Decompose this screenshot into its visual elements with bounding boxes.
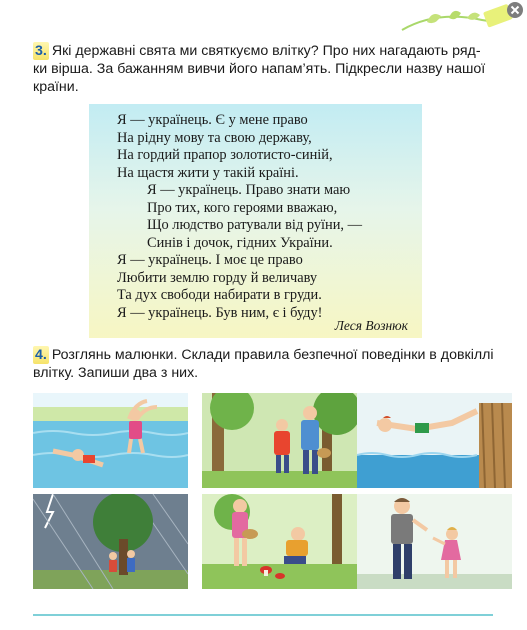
page-bottom-divider xyxy=(33,614,493,616)
poem-line: На щастя жити у такій країні. xyxy=(117,164,299,181)
leaf-sprig-icon xyxy=(397,0,527,36)
picture-thunderstorm-tree xyxy=(33,494,188,589)
poem-line: Синів і дочок, гідних України. xyxy=(147,234,333,251)
task-4-text-1: Розглянь малюнки. Склади правила безпечної поведінки в довкіллі xyxy=(51,347,494,363)
picture-forest-boy-and-man xyxy=(202,393,357,488)
task-4-instructions xyxy=(33,346,503,382)
poem-line: Я — українець. Право знати маю xyxy=(147,182,351,198)
poem-line: На рідну мову та свою державу, xyxy=(117,129,312,146)
poem-line: Та дух свободи набирати в груди. xyxy=(117,287,322,303)
poem-line: Що людство ратували від руїни, — xyxy=(147,217,363,233)
task-3-line-1 xyxy=(33,42,503,60)
poem-author: Леся Вознюк xyxy=(334,318,408,333)
poem-line: Про тих, кого героями вважаю, xyxy=(147,199,338,216)
task-3-instructions xyxy=(33,42,503,96)
task-4-line-2: влітку. Запиши два з них. xyxy=(33,365,199,381)
task-3-number: 3. xyxy=(35,43,47,59)
task-4-number: 4. xyxy=(35,347,47,363)
poem-line: На гордий прапор золотисто-синій, xyxy=(117,147,333,163)
task-3-text-1: Які державні свята ми святкуємо влітку? Про них нагадають ряд- xyxy=(51,43,481,59)
poem-line: Любити землю горду й величаву xyxy=(117,269,318,286)
corner-decoration xyxy=(397,0,527,36)
task-3-line-3: країни. xyxy=(33,79,79,95)
task-3-line-2: ки вірша. За бажанням вивчи його напам’ять. Підкресли назву нашої xyxy=(33,61,486,77)
picture-children-swimming xyxy=(33,393,188,488)
poem-line: Я — українець. Є у мене право xyxy=(117,112,308,128)
task-4-line-1 xyxy=(33,346,503,364)
picture-stranger-and-girl xyxy=(357,494,512,589)
poem-line: Я — українець. Був ним, є і буду! xyxy=(117,304,323,321)
picture-boy-diving xyxy=(357,393,512,488)
picture-picking-mushrooms xyxy=(202,494,357,589)
poem-box xyxy=(89,104,422,338)
poem-line: Я — українець. І моє це право xyxy=(117,252,303,268)
